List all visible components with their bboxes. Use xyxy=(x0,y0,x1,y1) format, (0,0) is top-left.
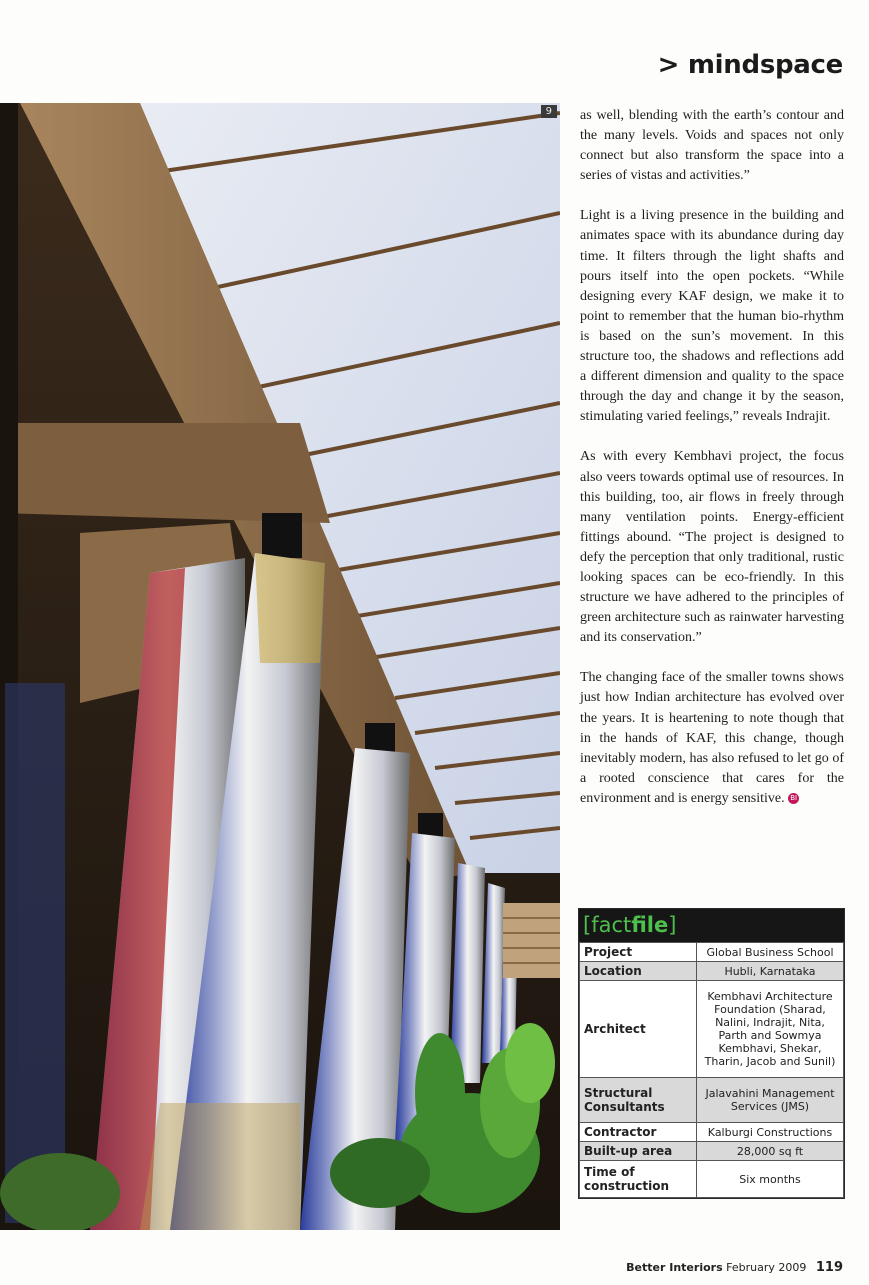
issue-date: February 2009 xyxy=(726,1261,807,1274)
factfile-key: Architect xyxy=(580,981,697,1078)
factfile-value: Jalavahini Management Services (JMS) xyxy=(697,1078,844,1123)
factfile-value: 28,000 sq ft xyxy=(697,1142,844,1161)
article-body xyxy=(580,106,844,829)
photo-illustration xyxy=(0,103,560,1230)
factfile-value: Hubli, Karnataka xyxy=(697,962,844,981)
factfile-title-close: ] xyxy=(668,913,677,937)
article-paragraph: As with every Kembhavi project, the focus also veers towards optimal use of resources. In this building, too, air flows in freely through many ventilation points. Energy-efficient fittings abound. “The project is designed to defy the perception that only traditional, rustic looking spaces can be eco-friendly. In this structure we have adhered to the principles of green architecture such as rainwater harvesting and its conservation.” xyxy=(580,449,844,646)
factfile-row xyxy=(580,943,844,962)
photo-number-badge: 9 xyxy=(541,105,557,118)
factfile-row xyxy=(580,1078,844,1123)
factfile-title-open: [fact xyxy=(583,913,632,937)
factfile-row xyxy=(580,981,844,1078)
factfile-value: Kembhavi Architecture Foundation (Sharad, Nalini, Indrajit, Nita, Parth and Sowmya Kembhavi, Shekar, Tharin, Jacob and Sunil) xyxy=(697,981,844,1078)
factfile-value: Six months xyxy=(697,1161,844,1198)
magazine-name: Better Interiors xyxy=(626,1261,723,1274)
factfile-key: Built-up area xyxy=(580,1142,697,1161)
factfile-key: Time of construction xyxy=(580,1161,697,1198)
page-footer xyxy=(626,1260,843,1275)
factfile-value: Kalburgi Constructions xyxy=(697,1123,844,1142)
factfile-key: Contractor xyxy=(580,1123,697,1142)
factfile-key: Location xyxy=(580,962,697,981)
factfile-table xyxy=(579,942,844,1198)
factfile-key: Project xyxy=(580,943,697,962)
article-paragraph: as well, blending with the earth’s contour and the many levels. Voids and spaces not only connect but also transform the space into a series of vistas and activities.” xyxy=(580,108,844,184)
factfile-key: Structural Consultants xyxy=(580,1078,697,1123)
factfile-title-bold: file xyxy=(631,913,669,937)
factfile-row xyxy=(580,1161,844,1198)
factfile-title xyxy=(579,909,844,942)
factfile-row xyxy=(580,962,844,981)
factfile-box xyxy=(578,908,845,1199)
page-number: 119 xyxy=(815,1260,843,1275)
building-photo xyxy=(0,103,560,1230)
factfile-row xyxy=(580,1123,844,1142)
end-mark-icon: BI xyxy=(788,793,799,804)
article-paragraph xyxy=(580,668,844,809)
article-paragraph-text: The changing face of the smaller towns shows just how Indian architecture has evolved over the years. It is heartening to note though that in the hands of KAF, this change, though inevitably modern, has also refused to let go of a rooted conscience that cares for the environment and is energy sensitive. xyxy=(580,670,844,806)
section-title: > mindspace xyxy=(657,50,843,80)
article-paragraph: Light is a living presence in the building and animates space with its abundance during day time. It filters through the light shafts and pours itself into the open pockets. “While designing every KAF design, we make it to point to remember that the human bio-rhythm is based on the sun’s movement. In this structure too, the shadows and reflections add a different dimension and quality to the space through the day and change it by the season, stimulating varied feelings,” reveals Indrajit. xyxy=(580,208,844,425)
factfile-value: Global Business School xyxy=(697,943,844,962)
factfile-row xyxy=(580,1142,844,1161)
